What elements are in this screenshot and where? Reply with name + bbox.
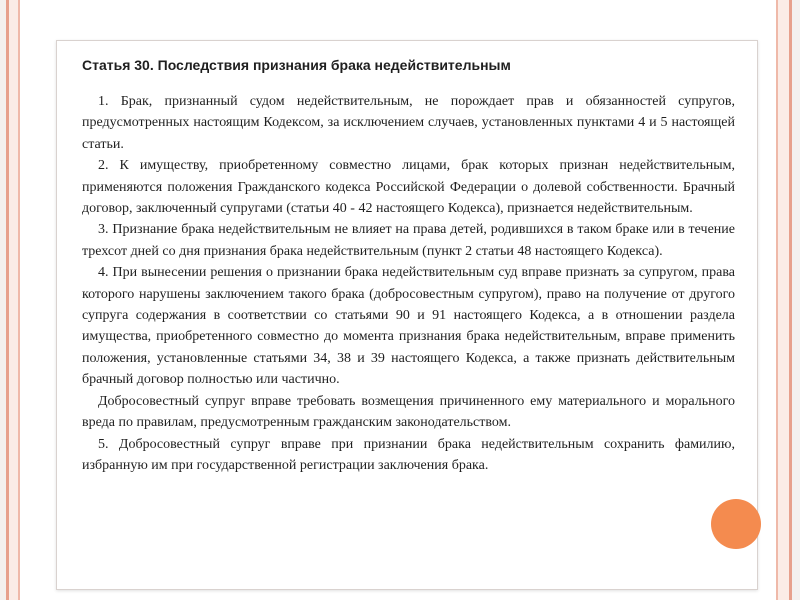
left-decorative-border — [0, 0, 26, 600]
article-title: Статья 30. Последствия признания брака недействительным — [82, 57, 511, 73]
slide-page — [56, 40, 758, 590]
article-content — [82, 55, 735, 476]
article-paragraph: 2. К имуществу, приобретенному совместно лицами, брак которых признан недействительным, применяются положения Гражданского кодекса Российской Федерации о долевой собственности. Брачный договор, заключенный супругами (статьи 40 - 42 настоящего Кодекса), признается недействительным. — [82, 158, 735, 217]
article-paragraph: 4. При вынесении решения о признании брака недействительным суд вправе признать за супругом, права которого нарушены заключением такого брака (добросовестным супругом), право на получение от другого супруга содержания в соответствии со статьями 90 и 91 настоящего Кодекса, а в отношении раздела имущества, приобретенного совместно до момента признания брака недействительным, вправе применить положения, установленные статьями 34, 38 и 39 настоящего Кодекса, а также признать действительным брачный договор полностью или частично. — [82, 265, 735, 388]
right-decorative-border — [760, 0, 800, 600]
orange-circle-decoration — [711, 499, 761, 549]
article-paragraph: Добросовестный супруг вправе требовать возмещения причиненного ему материального и морального вреда по правилам, предусмотренным гражданским законодательством. — [82, 393, 735, 431]
article-paragraph: 1. Брак, признанный судом недействительным, не порождает прав и обязанностей супругов, предусмотренных настоящим Кодексом, за исключением случаев, установленных пунктами 4 и 5 настоящей статьи. — [82, 94, 735, 152]
article-paragraph: 3. Признание брака недействительным не влияет на права детей, родившихся в таком браке или в течение трехсот дней со дня признания брака недействительным (пункт 2 статьи 48 настоящего Кодекса). — [82, 222, 735, 259]
article-paragraph: 5. Добросовестный супруг вправе при признании брака недействительным сохранить фамилию, избранную им при государственной регистрации заключения брака. — [82, 436, 735, 473]
